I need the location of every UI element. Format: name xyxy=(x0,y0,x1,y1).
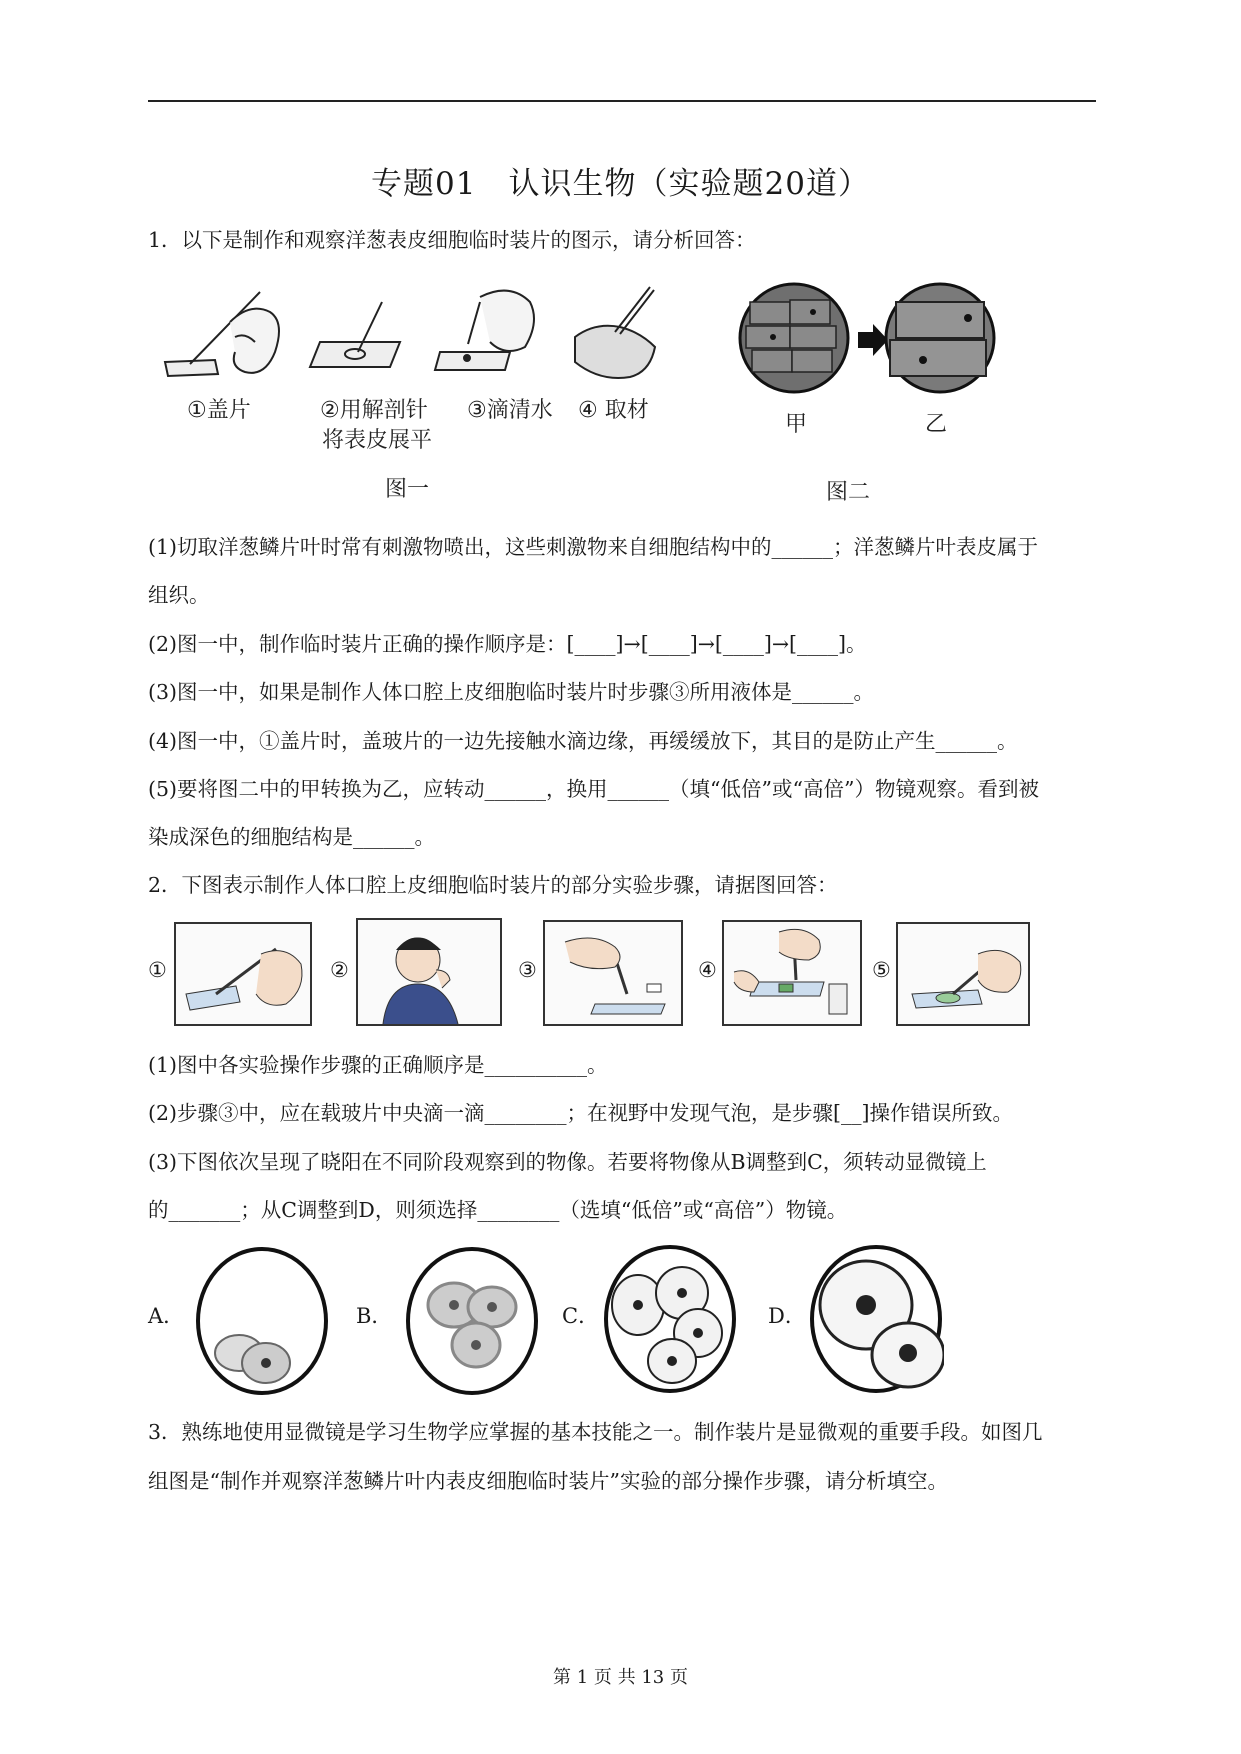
q3-line1: 3．熟练地使用显微镜是学习生物学应掌握的基本技能之一。制作装片是显微观的重要手段。如图几 xyxy=(148,1420,1043,1444)
figure-one-label: 图一 xyxy=(385,477,430,502)
q1-part4: (4)图一中，①盖片时，盖玻片的一边先接触水滴边缘，再缓缓放下，其目的是防止产生______。 xyxy=(148,729,1018,753)
microscope-view-d xyxy=(808,1243,944,1395)
view-c-letter: C． xyxy=(562,1304,600,1328)
q3-line2: 组图是“制作并观察洋葱鳞片叶内表皮细胞临时装片”实验的部分操作步骤，请分析填空。 xyxy=(148,1469,948,1493)
q2-step-num-4: ④ xyxy=(698,958,717,982)
header-rule xyxy=(148,100,1096,102)
view-d-letter: D． xyxy=(768,1304,806,1328)
figure-two-cells xyxy=(738,282,998,402)
fig1-step-1-label: ①盖片 xyxy=(187,398,251,423)
cell-view-yi xyxy=(886,284,994,392)
q2-step-4-image xyxy=(722,920,862,1026)
q1-part3: (3)图一中，如果是制作人体口腔上皮细胞临时装片时步骤③所用液体是______。 xyxy=(148,680,875,704)
dissecting-needle-drawing xyxy=(310,302,400,367)
q1-part1-line2: 组织。 xyxy=(148,583,210,607)
q1-part5-line2: 染成深色的细胞结构是______。 xyxy=(148,825,435,849)
q2-part1: (1)图中各实验操作步骤的正确顺序是__________。 xyxy=(148,1053,608,1077)
fig1-step-2-label-line2: 将表皮展平 xyxy=(322,428,433,453)
q2-step-num-5: ⑤ xyxy=(872,958,891,982)
dropper-drawing xyxy=(435,291,534,370)
page-title: 专题01 认识生物（实验题20道） xyxy=(371,166,870,202)
q2-step-1-image xyxy=(174,922,312,1026)
q1-part1-line1: (1)切取洋葱鳞片叶时常有刺激物喷出，这些刺激物来自细胞结构中的______；洋葱鳞片叶表皮属于 xyxy=(148,535,1039,559)
q2-step-3-image xyxy=(543,920,683,1026)
view-a-letter: A． xyxy=(148,1304,185,1328)
q2-part2: (2)步骤③中，应在载玻片中央滴一滴________；在视野中发现气泡，是步骤[__]操作错误所致。 xyxy=(148,1101,1014,1125)
figure-one-illustrations xyxy=(160,282,680,392)
fig2-cell-jia-label: 甲 xyxy=(785,412,808,437)
microscope-view-a xyxy=(194,1245,330,1397)
q2-part3-line2: 的_______；从C调整到D，则须选择________（选填“低倍”或“高倍”）物镜。 xyxy=(148,1198,848,1222)
microscope-view-c xyxy=(602,1243,738,1395)
q1-part5-line1: (5)要将图二中的甲转换为乙，应转动______，换用______（填“低倍”或“高倍”）物镜观察。看到被 xyxy=(148,777,1039,801)
view-b-letter: B． xyxy=(356,1304,393,1328)
fig1-step-4-label: ④ 取材 xyxy=(578,398,649,423)
fig1-step-2-label: ②用解剖针 xyxy=(320,398,428,423)
tweezers-drawing xyxy=(575,287,655,378)
q2-step-num-2: ② xyxy=(330,958,349,982)
fig2-cell-yi-label: 乙 xyxy=(925,412,948,437)
q2-part3-line1: (3)下图依次呈现了晓阳在不同阶段观察到的物像。若要将物像从B调整到C，须转动显微镜上 xyxy=(148,1150,987,1174)
q2-step-2-image xyxy=(356,918,502,1026)
q1-part2: (2)图一中，制作临时装片正确的操作顺序是：[____]→[____]→[____]→[____]。 xyxy=(148,632,867,656)
page-footer: 第 1 页 共 13 页 xyxy=(553,1667,688,1688)
fig1-step-3-label: ③滴清水 xyxy=(467,398,553,423)
q1-stem: 1．以下是制作和观察洋葱表皮细胞临时装片的图示，请分析回答： xyxy=(148,228,756,252)
q2-stem: 2．下图表示制作人体口腔上皮细胞临时装片的部分实验步骤，请据图回答： xyxy=(148,873,838,897)
q2-step-5-image xyxy=(896,922,1030,1026)
q2-step-num-3: ③ xyxy=(518,958,537,982)
microscope-view-b xyxy=(404,1245,540,1397)
cell-view-jia xyxy=(740,284,848,392)
cover-slip-drawing xyxy=(165,292,279,376)
arrow-right-icon xyxy=(858,324,888,356)
q2-step-num-1: ① xyxy=(148,958,167,982)
figure-two-label: 图二 xyxy=(826,480,871,505)
